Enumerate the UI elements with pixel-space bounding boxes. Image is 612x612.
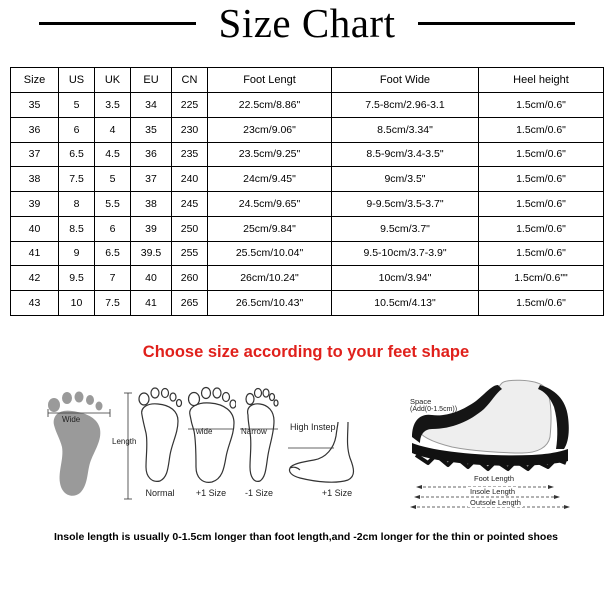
- table-cell: 1.5cm/0.6": [479, 93, 604, 118]
- table-cell: 9.5: [59, 266, 95, 291]
- title-row: [0, 0, 612, 46]
- table-cell: 25cm/9.84": [208, 216, 332, 241]
- footnote-text: Insole length is usually 0-1.5cm longer than foot length,and -2cm longer for the thin or pointed shoes: [53, 531, 559, 543]
- table-cell: 245: [172, 192, 208, 217]
- table-cell: 39: [131, 216, 172, 241]
- table-cell: 8: [59, 192, 95, 217]
- table-cell: 23cm/9.06": [208, 117, 332, 142]
- table-cell: 26.5cm/10.43": [208, 291, 332, 316]
- table-cell: 6.5: [59, 142, 95, 167]
- table-cell: 9.5-10cm/3.7-3.9": [332, 241, 479, 266]
- narrow-top-label: Narrow: [241, 427, 267, 436]
- table-cell: 3.5: [95, 93, 131, 118]
- wide-label: Wide: [62, 415, 81, 424]
- high-instep-label: High Instep: [290, 422, 336, 432]
- table-header-row: [11, 68, 604, 93]
- table-row: [11, 142, 604, 167]
- table-cell: 24.5cm/9.65": [208, 192, 332, 217]
- column-header: Foot Wide: [332, 68, 479, 93]
- table-cell: 7: [95, 266, 131, 291]
- wide-top-label: wide: [196, 427, 213, 436]
- table-cell: 26cm/10.24": [208, 266, 332, 291]
- outsole-length-label: Outsole Length: [470, 498, 521, 507]
- table-cell: 8.5-9cm/3.4-3.5": [332, 142, 479, 167]
- normal-foot-figure: [134, 385, 184, 505]
- table-cell: 35: [131, 117, 172, 142]
- table-cell: 10cm/3.94": [332, 266, 479, 291]
- table-cell: 23.5cm/9.25": [208, 142, 332, 167]
- table-cell: 9: [59, 241, 95, 266]
- table-cell: 5: [95, 167, 131, 192]
- table-cell: 39: [11, 192, 59, 217]
- table-cell: 25.5cm/10.04": [208, 241, 332, 266]
- table-cell: 6.5: [95, 241, 131, 266]
- shoe-figure: [402, 377, 584, 517]
- column-header: Heel height: [479, 68, 604, 93]
- table-cell: 235: [172, 142, 208, 167]
- table-row: [11, 167, 604, 192]
- table-cell: 1.5cm/0.6": [479, 291, 604, 316]
- column-header: UK: [95, 68, 131, 93]
- table-row: [11, 192, 604, 217]
- table-cell: 42: [11, 266, 59, 291]
- table-cell: 36: [131, 142, 172, 167]
- narrow-caption: -1 Size: [244, 488, 273, 498]
- table-cell: 4.5: [95, 142, 131, 167]
- table-cell: 9.5cm/3.7": [332, 216, 479, 241]
- insole-length-label: Insole Length: [470, 487, 516, 496]
- foot-length-label: Foot Length: [474, 474, 515, 483]
- table-cell: 35: [11, 93, 59, 118]
- table-cell: 41: [11, 241, 59, 266]
- table-cell: 7.5-8cm/2.96-3.1: [332, 93, 479, 118]
- instruction-heading: Choose size according to your feet shape: [142, 343, 470, 361]
- table-cell: 1.5cm/0.6": [479, 142, 604, 167]
- table-cell: 7.5: [95, 291, 131, 316]
- table-cell: 34: [131, 93, 172, 118]
- table-row: [11, 266, 604, 291]
- table-cell: 38: [11, 167, 59, 192]
- column-header: US: [59, 68, 95, 93]
- table-cell: 6: [95, 216, 131, 241]
- table-cell: 1.5cm/0.6": [479, 167, 604, 192]
- table-cell: 240: [172, 167, 208, 192]
- table-cell: 7.5: [59, 167, 95, 192]
- table-cell: 4: [95, 117, 131, 142]
- table-cell: 1.5cm/0.6": [479, 117, 604, 142]
- table-cell: 1.5cm/0.6": [479, 192, 604, 217]
- high-instep-caption: +1 Size: [321, 488, 353, 498]
- table-cell: 1.5cm/0.6"": [479, 266, 604, 291]
- title-rule-right: [418, 22, 575, 25]
- table-cell: 43: [11, 291, 59, 316]
- table-row: [11, 93, 604, 118]
- page-title: Size Chart: [218, 0, 396, 46]
- table-cell: 8.5cm/3.34": [332, 117, 479, 142]
- table-cell: 260: [172, 266, 208, 291]
- normal-foot-outline-icon: [134, 385, 184, 485]
- table-cell: 37: [131, 167, 172, 192]
- table-cell: 5.5: [95, 192, 131, 217]
- table-cell: 9cm/3.5": [332, 167, 479, 192]
- wide-foot-figure: [186, 385, 236, 505]
- table-cell: 10: [59, 291, 95, 316]
- length-label: Length: [112, 437, 137, 446]
- table-row: [11, 216, 604, 241]
- narrow-foot-figure: [236, 385, 282, 505]
- table-cell: 265: [172, 291, 208, 316]
- table-cell: 250: [172, 216, 208, 241]
- table-row: [11, 241, 604, 266]
- table-cell: 40: [11, 216, 59, 241]
- table-cell: 5: [59, 93, 95, 118]
- table-cell: 1.5cm/0.6": [479, 241, 604, 266]
- table-cell: 1.5cm/0.6": [479, 216, 604, 241]
- column-header: CN: [172, 68, 208, 93]
- table-body: [11, 93, 604, 316]
- table-cell: 40: [131, 266, 172, 291]
- table-cell: 225: [172, 93, 208, 118]
- table-cell: 37: [11, 142, 59, 167]
- space-sub-label: (Add(0-1.5cm)): [410, 406, 458, 413]
- table-cell: 230: [172, 117, 208, 142]
- table-cell: 36: [11, 117, 59, 142]
- title-rule-left: [39, 22, 196, 25]
- column-header: EU: [131, 68, 172, 93]
- table-row: [11, 291, 604, 316]
- wide-caption: +1 Size: [195, 488, 227, 498]
- table-cell: 24cm/9.45": [208, 167, 332, 192]
- table-cell: 10.5cm/4.13": [332, 291, 479, 316]
- table-cell: 22.5cm/8.86": [208, 93, 332, 118]
- table-cell: 9-9.5cm/3.5-3.7": [332, 192, 479, 217]
- footprint-figure: [40, 385, 140, 505]
- table-cell: 255: [172, 241, 208, 266]
- table-cell: 38: [131, 192, 172, 217]
- table-cell: 39.5: [131, 241, 172, 266]
- table-row: [11, 117, 604, 142]
- space-label: Space: [410, 397, 432, 406]
- table-cell: 6: [59, 117, 95, 142]
- table-cell: 8.5: [59, 216, 95, 241]
- size-table: [10, 67, 604, 316]
- normal-caption: Normal: [145, 488, 175, 498]
- column-header: Size: [11, 68, 59, 93]
- high-instep-figure: [286, 418, 366, 505]
- column-header: Foot Lengt: [208, 68, 332, 93]
- table-cell: 41: [131, 291, 172, 316]
